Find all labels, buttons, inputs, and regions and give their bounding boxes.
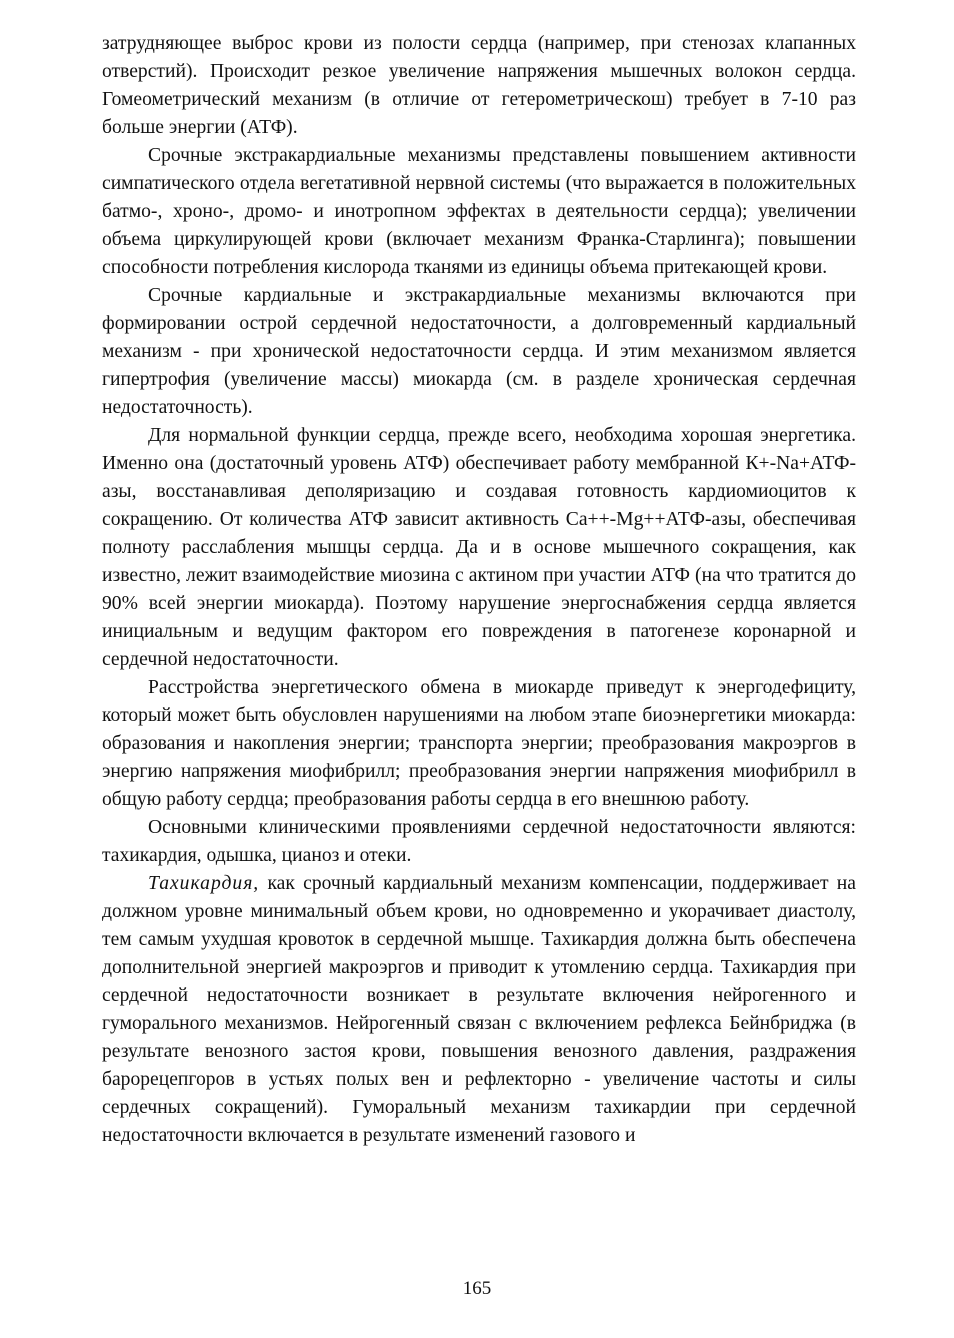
paragraph-heart-energetics: Для нормальной функции сердца, прежде всего, необходима хорошая энергетика. Именно она (достаточный уровень АТФ) обеспечивает работу мембранной К+-Na+АТФ-азы, восстанавливая деполяризацию и создавая готовность кардиомиоцитов к сокращению. От количества АТФ зависит активность Са++-Mg++АТФ-азы, обеспечивая полноту расслабления мышцы сердца. Да и в основе мышечного сокращения, как известно, лежит взаимодействие миозина с актином при участии АТФ (на что тратится до 90% всей энергии миокарда). Поэтому нарушение энергоснабжения сердца является инициальным и ведущим фактором его повреждения в патогенезе коронарной и сердечной недостаточности. — [102, 425, 856, 670]
page-number: 165 — [462, 1278, 492, 1299]
page-text-body — [102, 30, 856, 1150]
paragraph-tachycardia — [102, 870, 856, 1150]
paragraph-energy-metabolism-disorders: Расстройства энергетического обмена в миокарде приведут к энергодефициту, который может быть обусловлен нарушениями на любом этапе биоэнергетики миокарда: образования и накопления энергии; транспорта энергии; преобразования макроэргов в энергию напряжения миофибрилл; преобразования энергии напряжения миофибрилл в общую работу сердца; преобразования работы сердца в его внешнюю работу. — [102, 677, 856, 810]
italic-term-tachycardia: Тахикардия, — [148, 873, 260, 894]
paragraph-clinical-manifestations: Основными клиническими проявлениями сердечной недостаточности являются: тахикардия, одышка, цианоз и отеки. — [102, 817, 856, 866]
paragraph-acute-chronic-mechanisms: Срочные кардиальные и экстракардиальные механизмы включаются при формировании острой сердечной недостаточности, а долговременный кардиальный механизм - при хронической недостаточности сердца. И этим механизмом является гипертрофия (увеличение массы) миокарда (см. в разделе хроническая сердечная недостаточность). — [102, 285, 856, 418]
paragraph-tachycardia-text: как срочный кардиальный механизм компенсации, поддерживает на должном уровне минимальный объем крови, но одновременно и укорачивает диастолу, тем самым ухудшая кровоток в сердечной мышце. Тахикардия должна быть обеспечена дополнительной энергией макроэргов и приводит к утомлению сердца. Тахикардия при сердечной недостаточности возникает в результате включения нейрогенного и гуморального механизмов. Нейрогенный связан с включением рефлекса Бейнбриджа (в результате венозного застоя крови, повышения венозного давления, раздражения барорецепгоров в устьях полых вен и рефлекторно - увеличение частоты и силы сердечных сокращений). Гуморальный механизм тахикардии при сердечной недостаточности включается в результате изменений газового и — [102, 873, 856, 1146]
paragraph-extracardiac-mechanisms: Срочные экстракардиальные механизмы представлены повышением активности симпатического отдела вегетативной нервной системы (что выражается в положительных батмо-, хроно-, дромо- и инотропном эффектах в деятельности сердца); увеличении объема циркулирующей крови (включает механизм Франка-Старлинга); повышении способности потребления кислорода тканями из единицы объема притекающей крови. — [102, 145, 856, 278]
paragraph-continuation: затрудняющее выброс крови из полости сердца (например, при стенозах клапанных отверстий). Происходит резкое увеличение напряжения мышечных волокон сердца. Гомеометрический механизм (в отличие от гетерометрическош) требует в 7-10 раз больше энергии (АТФ). — [102, 33, 856, 138]
